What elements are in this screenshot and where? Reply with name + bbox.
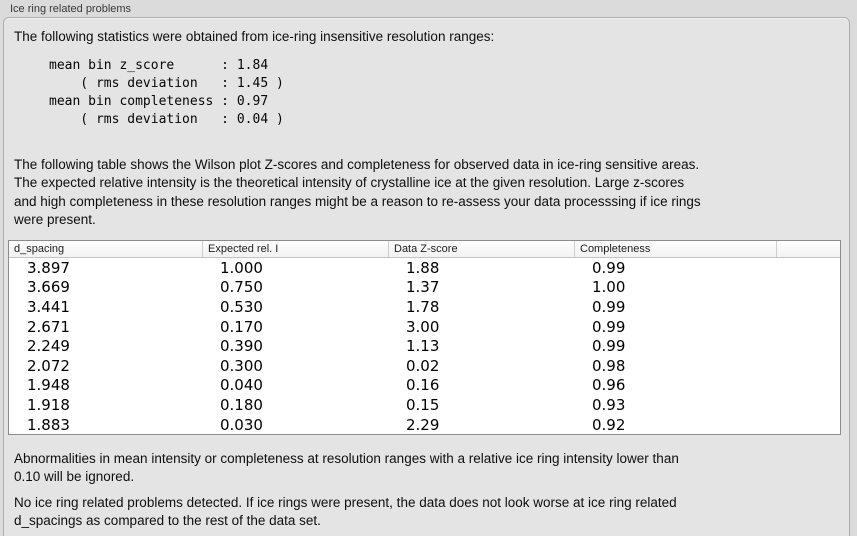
table-cell: 0.96 (592, 376, 626, 395)
ice-ring-table (8, 240, 841, 435)
table-cell: 0.750 (220, 278, 263, 297)
conclusion-text (14, 494, 677, 530)
description-line: were present. (14, 211, 96, 227)
table-cell: 0.99 (592, 258, 626, 277)
table-row[interactable] (9, 415, 840, 435)
stats-line: mean bin z_score : 1.84 (49, 58, 269, 73)
stats-line: mean bin completeness : 0.97 (49, 94, 269, 109)
table-body (9, 258, 840, 434)
table-cell: 1.918 (27, 395, 70, 414)
table-cell: 2.671 (27, 317, 70, 336)
table-cell: 0.99 (592, 297, 626, 316)
intro-text: The following statistics were obtained from ice-ring insensitive resolution ranges: (14, 29, 495, 44)
column-header-d-spacing[interactable]: d_spacing (14, 243, 65, 255)
footnote-line: Abnormalities in mean intensity or completeness at resolution ranges with a relative ice ring intensity lower than (14, 451, 679, 466)
table-cell: 3.897 (27, 258, 70, 277)
footnote-line: 0.10 will be ignored. (14, 469, 135, 484)
table-cell: 1.13 (406, 337, 440, 356)
table-cell: 0.040 (220, 376, 263, 395)
table-cell: 2.072 (27, 356, 70, 375)
table-cell: 2.29 (406, 415, 440, 434)
table-cell: 0.300 (220, 356, 263, 375)
description-text (14, 156, 701, 229)
table-cell: 0.99 (592, 337, 626, 356)
table-cell: 0.99 (592, 317, 626, 336)
table-cell: 0.92 (592, 415, 626, 434)
table-cell: 0.16 (406, 376, 440, 395)
stats-line: ( rms deviation : 0.04 ) (49, 112, 284, 127)
description-line: The expected relative intensity is the theoretical intensity of crystalline ice at the given resolution. Large z-scores (14, 175, 685, 191)
table-cell: 3.669 (27, 278, 70, 297)
table-cell: 1.00 (592, 278, 626, 297)
stats-line: ( rms deviation : 1.45 ) (49, 76, 284, 91)
stats-block (49, 57, 284, 129)
table-cell: 1.37 (406, 278, 440, 297)
table-row[interactable] (9, 278, 840, 298)
table-cell: 3.00 (406, 317, 440, 336)
table-row[interactable] (9, 258, 840, 278)
table-cell: 3.441 (27, 297, 70, 316)
table-cell: 0.98 (592, 356, 626, 375)
table-cell: 1.000 (220, 258, 263, 277)
table-cell: 0.530 (220, 297, 263, 316)
table-row[interactable] (9, 336, 840, 356)
table-row[interactable] (9, 376, 840, 396)
column-header-expected-rel-i[interactable]: Expected rel. I (202, 241, 388, 257)
table-cell: 2.249 (27, 337, 70, 356)
table-cell: 0.170 (220, 317, 263, 336)
footnote-text (14, 450, 679, 486)
column-header-completeness[interactable]: Completeness (574, 241, 776, 257)
table-row[interactable] (9, 297, 840, 317)
table-cell: 1.883 (27, 415, 70, 434)
table-row[interactable] (9, 317, 840, 337)
table-header-row (9, 241, 840, 258)
table-cell: 1.78 (406, 297, 440, 316)
table-cell: 0.390 (220, 337, 263, 356)
column-header-data-z-score[interactable]: Data Z-score (388, 241, 574, 257)
table-cell: 1.948 (27, 376, 70, 395)
conclusion-line: No ice ring related problems detected. If ice rings were present, the data does not look worse at ice ring related (14, 495, 677, 510)
column-header-filler (776, 241, 840, 257)
description-line: The following table shows the Wilson plot Z-scores and completeness for observed data in ice-ring sensitive areas. (14, 157, 700, 172)
description-line: and high completeness in these resolution ranges might be a reason to re-assess your data processsing if ice rings (14, 193, 701, 209)
table-row[interactable] (9, 395, 840, 415)
table-cell: 0.15 (406, 395, 440, 414)
table-cell: 0.93 (592, 395, 626, 414)
table-cell: 0.030 (220, 415, 263, 434)
table-cell: 1.88 (406, 258, 440, 277)
table-row[interactable] (9, 356, 840, 376)
panel-title: Ice ring related problems (10, 3, 132, 15)
table-cell: 0.02 (406, 356, 440, 375)
conclusion-line: d_spacings as compared to the rest of the data set. (14, 513, 321, 528)
table-cell: 0.180 (220, 395, 263, 414)
